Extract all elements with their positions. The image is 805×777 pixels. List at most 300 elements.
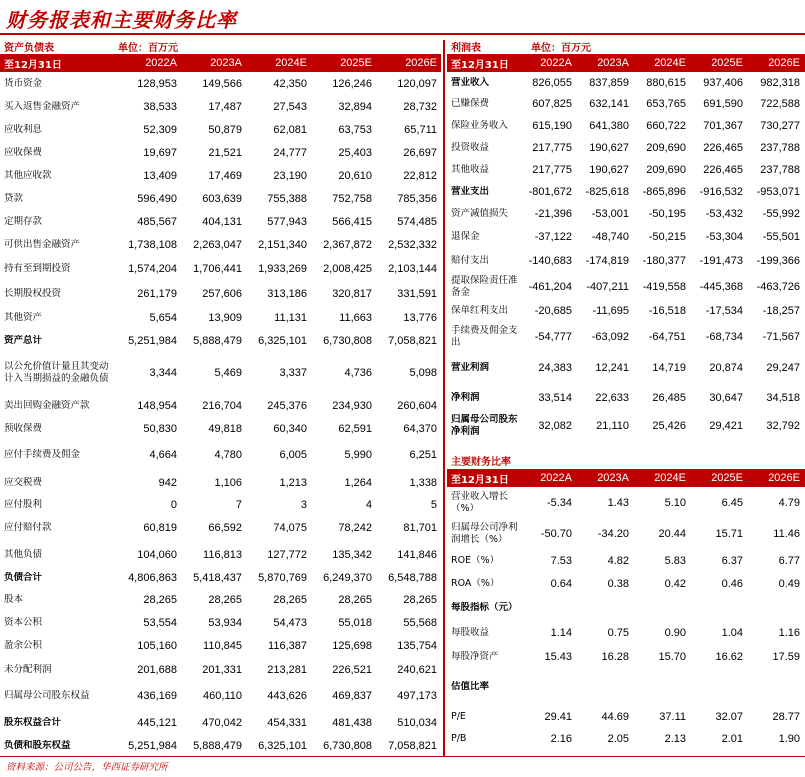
table-row bbox=[0, 164, 441, 187]
column-divider bbox=[443, 40, 445, 757]
row-value: 2.13 bbox=[664, 733, 686, 745]
row-value: 5.10 bbox=[664, 497, 686, 509]
row-value: -865,896 bbox=[642, 186, 686, 198]
row-label: 营业收入增长（%） bbox=[451, 491, 509, 514]
row-label: 每股指标（元） bbox=[451, 602, 518, 613]
row-value: -68,734 bbox=[705, 331, 743, 343]
row-value: 28,265 bbox=[143, 593, 177, 606]
row-value: 0.46 bbox=[721, 578, 743, 590]
row-label: 应付手续费及佣金 bbox=[4, 448, 81, 460]
row-value: 257,606 bbox=[202, 287, 242, 300]
income-heading: 利润表 bbox=[451, 42, 481, 54]
row-value: 660,722 bbox=[646, 120, 686, 132]
row-value: 880,615 bbox=[646, 76, 686, 89]
table-row bbox=[447, 383, 805, 413]
row-value: -53,304 bbox=[705, 231, 743, 243]
balance-heading-bar bbox=[0, 38, 441, 54]
row-value: 226,465 bbox=[703, 142, 743, 154]
row-value: 3,337 bbox=[279, 367, 307, 379]
row-value: -5.34 bbox=[546, 497, 572, 509]
row-label: 卖出回购金融资产款 bbox=[4, 399, 90, 411]
row-value: 1.16 bbox=[778, 627, 800, 639]
row-label: 持有至到期投资 bbox=[4, 262, 71, 274]
row-value: 54,473 bbox=[273, 616, 307, 629]
row-label: P/B bbox=[451, 733, 467, 744]
row-value: 6,548,788 bbox=[388, 572, 437, 584]
row-value: 0.38 bbox=[607, 578, 629, 590]
table-row bbox=[447, 159, 805, 181]
row-label: 资产总计 bbox=[4, 334, 43, 346]
row-value: 485,567 bbox=[137, 215, 177, 228]
row-value: -916,532 bbox=[699, 186, 743, 198]
row-label: 提取保险责任准备金 bbox=[451, 275, 518, 298]
row-value: 0.42 bbox=[664, 578, 686, 590]
row-label: 营业支出 bbox=[451, 186, 490, 197]
row-value: 190,627 bbox=[589, 142, 629, 154]
row-value: 1,106 bbox=[214, 476, 242, 489]
row-value: 34,518 bbox=[766, 392, 800, 404]
row-label: 保险业务收入 bbox=[451, 120, 509, 131]
row-value: -953,071 bbox=[756, 186, 800, 198]
row-value: -11,695 bbox=[592, 305, 629, 317]
column-header-year: 2023A bbox=[210, 57, 242, 69]
row-label: 贷款 bbox=[4, 192, 24, 204]
row-value: 209,690 bbox=[646, 164, 686, 176]
row-value: 226,465 bbox=[703, 164, 743, 176]
row-value: 201,331 bbox=[202, 663, 242, 676]
balance-unit: 单位：百万元 bbox=[118, 42, 178, 54]
row-value: 6,325,101 bbox=[258, 334, 307, 347]
row-value: 837,859 bbox=[589, 76, 629, 89]
table-row bbox=[447, 519, 805, 549]
table-row bbox=[447, 549, 805, 573]
row-value: 1,213 bbox=[279, 476, 307, 489]
row-value: 15.70 bbox=[658, 651, 686, 663]
row-value: 5,418,437 bbox=[193, 572, 242, 584]
row-value: 577,943 bbox=[267, 215, 307, 228]
balance-heading: 资产负债表 bbox=[4, 42, 54, 54]
table-row bbox=[0, 469, 441, 496]
row-value: 22,812 bbox=[403, 169, 437, 182]
row-value: 4,736 bbox=[344, 367, 372, 379]
row-value: 0.90 bbox=[664, 627, 686, 639]
row-label: 每股净资产 bbox=[451, 651, 499, 662]
table-row bbox=[0, 710, 441, 736]
table-row bbox=[0, 141, 441, 164]
row-value: 32,792 bbox=[766, 420, 800, 432]
row-value: 701,367 bbox=[703, 120, 743, 132]
row-value: -54,777 bbox=[534, 331, 572, 343]
row-label: 归属母公司股东净利润 bbox=[451, 414, 518, 437]
row-value: -825,618 bbox=[585, 186, 629, 198]
row-label: 退保金 bbox=[451, 231, 480, 242]
row-value: 3 bbox=[300, 499, 307, 511]
row-value: 14,719 bbox=[652, 362, 686, 374]
row-value: 1,264 bbox=[344, 476, 372, 489]
row-value: -801,672 bbox=[528, 186, 572, 198]
column-header-year: 2024E bbox=[654, 57, 686, 69]
row-value: 470,042 bbox=[202, 717, 242, 729]
column-header-year: 2025E bbox=[711, 57, 743, 69]
row-label: 归属母公司股东权益 bbox=[4, 690, 90, 701]
row-value: 20,874 bbox=[709, 362, 743, 374]
row-value: 6,730,808 bbox=[323, 334, 372, 347]
table-row bbox=[0, 634, 441, 657]
row-value: 1.14 bbox=[550, 627, 572, 639]
row-value: 4.79 bbox=[778, 497, 800, 509]
row-value: 7,058,821 bbox=[388, 334, 437, 347]
table-row bbox=[447, 621, 805, 645]
row-value: 653,765 bbox=[646, 98, 686, 110]
row-value: 755,388 bbox=[267, 192, 307, 205]
row-value: 60,340 bbox=[273, 422, 307, 435]
row-value: 32,082 bbox=[538, 420, 572, 432]
row-label: 其他资产 bbox=[4, 311, 43, 323]
footer-divider bbox=[0, 756, 805, 757]
row-value: 55,568 bbox=[403, 616, 437, 629]
row-value: 5,888,479 bbox=[193, 740, 242, 752]
row-value: 17,469 bbox=[208, 169, 242, 182]
table-row bbox=[447, 573, 805, 595]
row-value: 28,265 bbox=[338, 593, 372, 606]
row-value: 62,591 bbox=[338, 422, 372, 435]
row-value: 510,034 bbox=[397, 717, 437, 729]
row-value: 20,610 bbox=[338, 169, 372, 182]
table-row bbox=[447, 413, 805, 439]
row-value: 632,141 bbox=[589, 98, 629, 110]
column-header-label: 至12月31日 bbox=[451, 474, 509, 486]
row-value: 2,532,332 bbox=[388, 238, 437, 251]
row-value: 148,954 bbox=[137, 399, 177, 412]
row-label: 保单红利支出 bbox=[451, 305, 509, 316]
row-value: 691,590 bbox=[703, 98, 743, 110]
row-value: 245,376 bbox=[267, 399, 307, 412]
row-value: 7 bbox=[235, 499, 242, 511]
row-value: 596,490 bbox=[137, 192, 177, 205]
row-label: 货币资金 bbox=[4, 77, 43, 89]
row-value: 63,753 bbox=[338, 123, 372, 136]
row-value: 3,344 bbox=[149, 367, 177, 379]
row-value: -140,683 bbox=[528, 255, 572, 267]
row-value: 722,588 bbox=[760, 98, 800, 110]
table-row bbox=[447, 249, 805, 273]
table-row bbox=[447, 301, 805, 321]
row-value: 0.64 bbox=[550, 578, 572, 590]
row-value: 1.90 bbox=[778, 733, 800, 745]
table-row bbox=[447, 137, 805, 159]
row-value: 11.46 bbox=[773, 528, 800, 540]
balance-sheet-table bbox=[0, 38, 441, 756]
row-label: 营业收入 bbox=[451, 76, 490, 88]
row-value: -445,368 bbox=[699, 281, 743, 293]
table-row bbox=[0, 588, 441, 611]
table-row bbox=[0, 233, 441, 256]
table-row bbox=[0, 329, 441, 352]
row-value: 25,426 bbox=[652, 420, 686, 432]
row-value: 460,110 bbox=[203, 690, 242, 702]
row-value: 1.43 bbox=[607, 497, 629, 509]
row-value: -463,726 bbox=[756, 281, 800, 293]
row-value: 826,055 bbox=[532, 76, 572, 89]
row-label: 每股收益 bbox=[451, 627, 490, 638]
row-value: 607,825 bbox=[532, 98, 572, 110]
row-value: 209,690 bbox=[646, 142, 686, 154]
row-value: 216,704 bbox=[202, 399, 242, 412]
row-label: 盈余公积 bbox=[4, 639, 43, 651]
row-value: -17,534 bbox=[705, 305, 743, 317]
row-label: 应交税费 bbox=[4, 476, 43, 488]
row-value: -21,396 bbox=[534, 208, 572, 220]
row-value: 436,169 bbox=[137, 690, 177, 702]
row-value: 50,879 bbox=[208, 123, 242, 136]
row-value: -20,685 bbox=[534, 305, 572, 317]
row-value: 615,190 bbox=[532, 120, 572, 132]
row-value: 42,350 bbox=[273, 77, 307, 90]
row-value: 5,888,479 bbox=[193, 334, 242, 347]
row-value: 1,738,108 bbox=[128, 238, 177, 251]
row-value: 60,819 bbox=[143, 521, 177, 534]
row-value: -461,204 bbox=[528, 281, 572, 293]
row-label: 净利润 bbox=[451, 392, 480, 403]
row-value: 2,103,144 bbox=[388, 262, 437, 275]
row-value: 104,060 bbox=[137, 548, 177, 561]
row-value: 135,754 bbox=[397, 639, 437, 652]
row-value: 217,775 bbox=[532, 164, 572, 176]
row-value: -50,195 bbox=[648, 208, 686, 220]
table-row bbox=[447, 669, 805, 705]
row-value: -34.20 bbox=[597, 528, 629, 540]
row-value: 404,131 bbox=[202, 215, 242, 228]
row-value: 5,251,984 bbox=[128, 740, 177, 752]
row-value: 15.43 bbox=[544, 651, 572, 663]
table-row bbox=[447, 645, 805, 669]
row-label: 赔付支出 bbox=[451, 255, 490, 266]
row-label: 应收利息 bbox=[4, 123, 43, 135]
row-label: 以公允价值计量且其变动计入当期损益的金融负债 bbox=[4, 361, 109, 384]
row-value: 116,387 bbox=[268, 639, 307, 652]
row-value: -71,567 bbox=[762, 331, 800, 343]
row-value: 785,356 bbox=[397, 192, 437, 205]
row-value: 29,421 bbox=[709, 420, 743, 432]
row-value: 149,566 bbox=[202, 77, 242, 90]
row-value: 5,870,769 bbox=[258, 572, 307, 584]
row-value: -419,558 bbox=[642, 281, 686, 293]
row-label: 负债合计 bbox=[4, 572, 43, 583]
row-value: 7,058,821 bbox=[388, 740, 437, 752]
row-value: 29,247 bbox=[766, 362, 800, 374]
row-value: 141,846 bbox=[397, 548, 437, 561]
row-value: 213,281 bbox=[267, 663, 307, 676]
row-value: 217,775 bbox=[532, 142, 572, 154]
row-value: 22,633 bbox=[595, 392, 629, 404]
column-header-year: 2024E bbox=[654, 472, 686, 484]
table-row bbox=[447, 595, 805, 621]
row-label: 可供出售金融资产 bbox=[4, 238, 81, 250]
row-value: 65,711 bbox=[404, 123, 437, 136]
table-row bbox=[447, 705, 805, 729]
table-row bbox=[0, 541, 441, 568]
row-value: 2,263,047 bbox=[193, 238, 242, 251]
row-label: 投资收益 bbox=[451, 142, 490, 153]
row-value: 5,990 bbox=[344, 448, 372, 461]
ratios-heading: 主要财务比率 bbox=[451, 456, 511, 468]
table-row bbox=[0, 736, 441, 756]
row-value: 24,777 bbox=[273, 146, 307, 159]
row-value: 28,265 bbox=[403, 593, 437, 606]
row-value: 982,318 bbox=[760, 76, 800, 89]
page-title: 财务报表和主要财务比率 bbox=[6, 8, 237, 32]
table-row bbox=[0, 210, 441, 233]
table-row bbox=[447, 72, 805, 93]
table-row bbox=[0, 187, 441, 210]
table-row bbox=[0, 657, 441, 682]
row-value: -55,501 bbox=[762, 231, 800, 243]
row-value: 320,817 bbox=[332, 287, 372, 300]
row-value: 237,788 bbox=[760, 164, 800, 176]
row-value: -50,215 bbox=[648, 231, 686, 243]
row-value: 6.45 bbox=[721, 497, 743, 509]
row-value: 1,338 bbox=[409, 476, 437, 489]
row-value: 190,627 bbox=[589, 164, 629, 176]
row-value: 29.41 bbox=[544, 711, 572, 723]
row-value: 32,894 bbox=[338, 100, 372, 113]
table-row bbox=[0, 440, 441, 469]
row-value: 443,626 bbox=[267, 690, 307, 702]
row-value: 62,081 bbox=[273, 123, 307, 136]
row-value: 1.04 bbox=[721, 627, 743, 639]
table-row bbox=[447, 93, 805, 115]
row-value: 50,830 bbox=[143, 422, 177, 435]
row-value: 6,325,101 bbox=[258, 740, 307, 752]
row-value: 937,406 bbox=[703, 76, 743, 89]
row-value: 6,249,370 bbox=[323, 572, 372, 584]
table-row bbox=[447, 115, 805, 137]
row-value: 52,309 bbox=[143, 123, 177, 136]
row-value: 261,179 bbox=[137, 287, 177, 300]
column-header-year: 2023A bbox=[597, 472, 629, 484]
row-value: 7.53 bbox=[550, 555, 572, 567]
row-value: 5,469 bbox=[214, 367, 242, 379]
table-row bbox=[0, 394, 441, 417]
column-header-year: 2022A bbox=[145, 57, 177, 69]
column-header-year: 2026E bbox=[768, 472, 800, 484]
row-value: 1,574,204 bbox=[128, 262, 177, 275]
table-row bbox=[0, 568, 441, 588]
row-value: 78,242 bbox=[338, 521, 372, 534]
income-unit: 单位：百万元 bbox=[531, 42, 591, 54]
source-note: 资料来源：公司公告，华西证券研究所 bbox=[6, 762, 168, 773]
table-row bbox=[447, 487, 805, 519]
row-value: 331,591 bbox=[397, 287, 437, 300]
table-row bbox=[447, 353, 805, 383]
row-value: 0.49 bbox=[778, 578, 800, 590]
ratios-column-header bbox=[447, 469, 805, 487]
row-label: ROE（%） bbox=[451, 555, 500, 566]
row-value: 4,780 bbox=[214, 448, 242, 461]
financial-ratios-table bbox=[447, 451, 805, 749]
column-header-year: 2026E bbox=[405, 57, 437, 69]
row-value: 481,438 bbox=[332, 717, 372, 729]
table-row bbox=[447, 203, 805, 225]
row-value: 120,097 bbox=[397, 77, 437, 90]
row-value: 201,688 bbox=[137, 663, 177, 676]
row-value: -18,257 bbox=[762, 305, 800, 317]
row-value: 6,251 bbox=[409, 448, 437, 461]
row-value: 2.05 bbox=[607, 733, 629, 745]
row-label: 未分配利润 bbox=[4, 663, 52, 675]
row-label: 应收保费 bbox=[4, 146, 43, 158]
table-row bbox=[0, 281, 441, 306]
row-label: 预收保费 bbox=[4, 422, 43, 434]
row-value: 260,604 bbox=[397, 399, 437, 412]
row-value: 2,008,425 bbox=[323, 262, 372, 275]
row-value: 13,776 bbox=[403, 311, 437, 324]
row-value: 0.75 bbox=[607, 627, 629, 639]
row-value: 1,933,269 bbox=[258, 262, 307, 275]
row-label: 估值比率 bbox=[451, 681, 490, 692]
row-value: -50.70 bbox=[540, 528, 572, 540]
row-label: 定期存款 bbox=[4, 215, 43, 227]
row-value: 445,121 bbox=[137, 717, 177, 729]
row-value: 27,543 bbox=[273, 100, 307, 113]
row-value: 28,265 bbox=[208, 593, 242, 606]
row-value: 17.59 bbox=[772, 651, 800, 663]
row-value: -174,819 bbox=[585, 255, 629, 267]
row-value: 11,131 bbox=[274, 311, 307, 324]
row-value: 126,246 bbox=[332, 77, 372, 90]
row-value: 641,380 bbox=[589, 120, 629, 132]
row-value: 23,190 bbox=[273, 169, 307, 182]
row-value: 454,331 bbox=[267, 717, 307, 729]
row-value: -53,001 bbox=[591, 208, 629, 220]
row-value: 26,697 bbox=[403, 146, 437, 159]
row-value: 5 bbox=[430, 499, 437, 511]
table-row bbox=[0, 118, 441, 141]
table-row bbox=[0, 611, 441, 634]
column-header-label: 至12月31日 bbox=[4, 59, 62, 71]
row-label: ROA（%） bbox=[451, 578, 500, 589]
row-value: 37.11 bbox=[659, 711, 686, 723]
row-value: 313,186 bbox=[267, 287, 307, 300]
row-value: 74,075 bbox=[273, 521, 307, 534]
column-header-year: 2023A bbox=[597, 57, 629, 69]
row-value: 16.62 bbox=[715, 651, 743, 663]
row-value: 15.71 bbox=[715, 528, 743, 540]
row-value: 240,621 bbox=[397, 663, 437, 676]
row-value: 226,521 bbox=[332, 663, 372, 676]
row-value: 237,788 bbox=[760, 142, 800, 154]
row-value: 127,772 bbox=[267, 548, 307, 561]
row-label: 应付股利 bbox=[4, 499, 43, 510]
row-value: 6.77 bbox=[778, 555, 800, 567]
row-value: 4.82 bbox=[607, 555, 629, 567]
row-value: 64,370 bbox=[403, 422, 437, 435]
row-value: -407,211 bbox=[586, 281, 629, 293]
row-label: P/E bbox=[451, 711, 466, 722]
row-value: -16,518 bbox=[648, 305, 686, 317]
table-row bbox=[0, 682, 441, 710]
row-value: 5,654 bbox=[149, 311, 177, 324]
row-value: 2.01 bbox=[721, 733, 743, 745]
row-value: 32.07 bbox=[715, 711, 743, 723]
row-value: 12,241 bbox=[595, 362, 629, 374]
balance-column-header bbox=[0, 54, 441, 72]
table-row bbox=[0, 306, 441, 329]
row-value: 6,730,808 bbox=[323, 740, 372, 752]
row-value: 4,806,863 bbox=[128, 572, 177, 584]
row-value: -64,751 bbox=[648, 331, 686, 343]
column-header-year: 2022A bbox=[540, 57, 572, 69]
